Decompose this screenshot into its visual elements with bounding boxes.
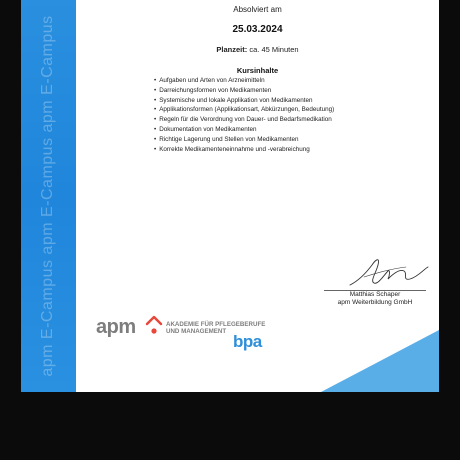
apm-logo bbox=[96, 314, 356, 344]
apm-logo-subtitle-line2: UND MANAGEMENT bbox=[166, 328, 227, 335]
list-item: • Aufgaben und Arten von Arzneimitteln bbox=[154, 76, 334, 86]
list-item: • Korrekte Medikamenteneinnahme und -verabreichung bbox=[154, 145, 334, 155]
course-contents-title: Kursinhalte bbox=[236, 66, 279, 75]
handwritten-signature bbox=[344, 255, 434, 291]
planzeit-label: Planzeit: bbox=[216, 45, 248, 54]
planzeit-value: ca. 45 Minuten bbox=[249, 45, 299, 54]
completion-date: 25.03.2024 bbox=[232, 24, 283, 35]
list-item: • Darreichungsformen von Medikamenten bbox=[154, 86, 334, 96]
side-watermark: apm E-Campus apm E-Campus apm E-Campus bbox=[39, 15, 56, 377]
completed-label: Absolviert am bbox=[233, 5, 282, 14]
apm-house-icon bbox=[145, 314, 163, 336]
bpa-logo: bpa bbox=[233, 332, 262, 351]
side-band bbox=[21, 0, 76, 392]
signer-organization: apm Weiterbildung GmbH bbox=[337, 299, 413, 306]
list-item: • Applikationsformen (Applikationsart, Abkürzungen, Bedeutung) bbox=[154, 105, 334, 115]
planzeit-line bbox=[76, 45, 439, 54]
certificate-content bbox=[76, 0, 439, 392]
list-item: • Systemische und lokale Applikation von Medikamenten bbox=[154, 96, 334, 106]
list-item: • Regeln für die Verordnung von Dauer- und Bedarfsmedikation bbox=[154, 115, 334, 125]
course-contents-list bbox=[154, 76, 334, 154]
list-item: • Richtige Lagerung und Stellen von Medikamenten bbox=[154, 135, 334, 145]
apm-logo-subtitle-line1: AKADEMIE FÜR PFLEGEBERUFE bbox=[166, 321, 266, 328]
signer-name: Matthias Schaper bbox=[349, 291, 401, 298]
certificate-page bbox=[21, 0, 439, 392]
list-item: • Dokumentation von Medikamenten bbox=[154, 125, 334, 135]
apm-logo-wordmark: apm bbox=[96, 316, 136, 338]
